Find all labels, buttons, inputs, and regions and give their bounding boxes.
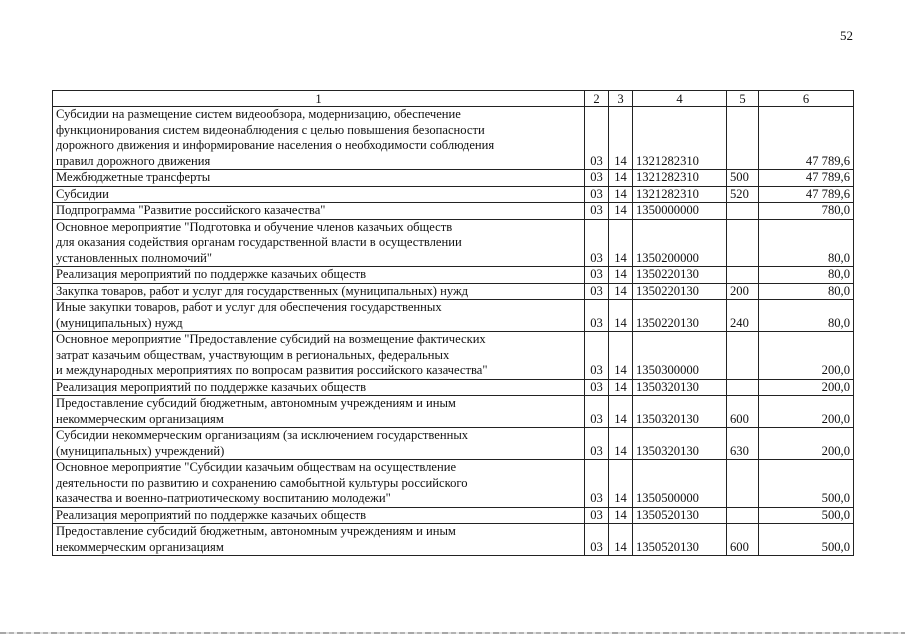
cell-section: 03 bbox=[585, 219, 609, 267]
header-col-2: 2 bbox=[585, 91, 609, 107]
cell-name: Закупка товаров, работ и услуг для государственных (муниципальных) нужд bbox=[53, 283, 585, 300]
cell-amount: 200,0 bbox=[759, 428, 854, 460]
table-row bbox=[53, 460, 854, 508]
cell-expense-type: 600 bbox=[727, 524, 759, 556]
cell-target-article: 1350220130 bbox=[633, 267, 727, 284]
header-row bbox=[53, 91, 854, 107]
cell-subsection: 14 bbox=[609, 379, 633, 396]
cell-amount: 500,0 bbox=[759, 507, 854, 524]
cell-section: 03 bbox=[585, 107, 609, 170]
cell-target-article: 1350200000 bbox=[633, 219, 727, 267]
cell-target-article: 1350320130 bbox=[633, 379, 727, 396]
cell-name: Подпрограмма "Развитие российского казачества" bbox=[53, 203, 585, 220]
cell-expense-type: 200 bbox=[727, 283, 759, 300]
cell-subsection: 14 bbox=[609, 170, 633, 187]
header-col-5: 5 bbox=[727, 91, 759, 107]
cell-name: Основное мероприятие "Подготовка и обучение членов казачьих обществ для оказания содействия органам государственной власти в осуществлении установленных полномочий" bbox=[53, 219, 585, 267]
cell-subsection: 14 bbox=[609, 267, 633, 284]
cell-name: Реализация мероприятий по поддержке казачьих обществ bbox=[53, 267, 585, 284]
table-row bbox=[53, 186, 854, 203]
cell-section: 03 bbox=[585, 186, 609, 203]
cell-subsection: 14 bbox=[609, 507, 633, 524]
cell-amount: 80,0 bbox=[759, 267, 854, 284]
cell-expense-type bbox=[727, 332, 759, 380]
cell-expense-type bbox=[727, 107, 759, 170]
header-col-6: 6 bbox=[759, 91, 854, 107]
header-col-3: 3 bbox=[609, 91, 633, 107]
cell-subsection: 14 bbox=[609, 219, 633, 267]
table-row bbox=[53, 203, 854, 220]
cell-amount: 200,0 bbox=[759, 332, 854, 380]
cell-amount: 80,0 bbox=[759, 219, 854, 267]
cell-amount: 80,0 bbox=[759, 300, 854, 332]
cell-section: 03 bbox=[585, 507, 609, 524]
cell-expense-type: 500 bbox=[727, 170, 759, 187]
cell-section: 03 bbox=[585, 396, 609, 428]
cell-target-article: 1350320130 bbox=[633, 428, 727, 460]
cell-subsection: 14 bbox=[609, 203, 633, 220]
table-row bbox=[53, 428, 854, 460]
cell-name: Межбюджетные трансферты bbox=[53, 170, 585, 187]
cell-section: 03 bbox=[585, 379, 609, 396]
cell-amount: 500,0 bbox=[759, 524, 854, 556]
cell-target-article: 1350000000 bbox=[633, 203, 727, 220]
table-row bbox=[53, 107, 854, 170]
cell-expense-type bbox=[727, 219, 759, 267]
cell-target-article: 1321282310 bbox=[633, 186, 727, 203]
cell-amount: 80,0 bbox=[759, 283, 854, 300]
cell-subsection: 14 bbox=[609, 396, 633, 428]
cell-amount: 500,0 bbox=[759, 460, 854, 508]
table-row bbox=[53, 219, 854, 267]
cell-subsection: 14 bbox=[609, 524, 633, 556]
cell-expense-type: 630 bbox=[727, 428, 759, 460]
cell-subsection: 14 bbox=[609, 107, 633, 170]
cell-name: Реализация мероприятий по поддержке казачьих обществ bbox=[53, 507, 585, 524]
header-col-4: 4 bbox=[633, 91, 727, 107]
cell-name: Предоставление субсидий бюджетным, автономным учреждениям и иным некоммерческим организациям bbox=[53, 396, 585, 428]
cell-section: 03 bbox=[585, 460, 609, 508]
cell-section: 03 bbox=[585, 170, 609, 187]
cell-section: 03 bbox=[585, 300, 609, 332]
cell-target-article: 1350520130 bbox=[633, 524, 727, 556]
cell-subsection: 14 bbox=[609, 186, 633, 203]
cell-amount: 47 789,6 bbox=[759, 186, 854, 203]
table-row bbox=[53, 379, 854, 396]
cell-section: 03 bbox=[585, 283, 609, 300]
cell-target-article: 1321282310 bbox=[633, 107, 727, 170]
cell-target-article: 1350220130 bbox=[633, 283, 727, 300]
cell-name: Основное мероприятие "Предоставление субсидий на возмещение фактических затрат казачьим обществам, участвующим в региональных, федеральных и международных мероприятиях по вопросам развития российского казачества" bbox=[53, 332, 585, 380]
cell-expense-type bbox=[727, 267, 759, 284]
cell-amount: 47 789,6 bbox=[759, 107, 854, 170]
cell-target-article: 1350520130 bbox=[633, 507, 727, 524]
cell-expense-type bbox=[727, 379, 759, 396]
cell-name: Субсидии на размещение систем видеообзора, модернизацию, обеспечение функционирования систем видеонаблюдения с целью повышения безопасности дорожного движения и информирование населения о необходимости соблюдения правил дорожного движения bbox=[53, 107, 585, 170]
cell-subsection: 14 bbox=[609, 428, 633, 460]
cell-section: 03 bbox=[585, 203, 609, 220]
cell-amount: 200,0 bbox=[759, 396, 854, 428]
cell-target-article: 1350220130 bbox=[633, 300, 727, 332]
cell-name: Основное мероприятие "Субсидии казачьим обществам на осуществление деятельности по развитию и сохранению самобытной культуры российского казачества и военно-патриотическому воспитанию молодежи" bbox=[53, 460, 585, 508]
cell-expense-type bbox=[727, 203, 759, 220]
scan-artifact-line bbox=[0, 632, 905, 634]
cell-target-article: 1321282310 bbox=[633, 170, 727, 187]
cell-expense-type: 600 bbox=[727, 396, 759, 428]
cell-amount: 200,0 bbox=[759, 379, 854, 396]
cell-section: 03 bbox=[585, 428, 609, 460]
cell-amount: 780,0 bbox=[759, 203, 854, 220]
cell-name: Иные закупки товаров, работ и услуг для обеспечения государственных (муниципальных) нужд bbox=[53, 300, 585, 332]
cell-subsection: 14 bbox=[609, 460, 633, 508]
cell-subsection: 14 bbox=[609, 300, 633, 332]
cell-subsection: 14 bbox=[609, 283, 633, 300]
cell-target-article: 1350500000 bbox=[633, 460, 727, 508]
cell-name: Субсидии bbox=[53, 186, 585, 203]
table-row bbox=[53, 267, 854, 284]
cell-expense-type bbox=[727, 460, 759, 508]
cell-expense-type bbox=[727, 507, 759, 524]
cell-target-article: 1350320130 bbox=[633, 396, 727, 428]
cell-name: Реализация мероприятий по поддержке казачьих обществ bbox=[53, 379, 585, 396]
header-col-1: 1 bbox=[53, 91, 585, 107]
table-header bbox=[53, 91, 854, 107]
cell-name: Субсидии некоммерческим организациям (за исключением государственных (муниципальных) учреждений) bbox=[53, 428, 585, 460]
table-row bbox=[53, 524, 854, 556]
table-row bbox=[53, 300, 854, 332]
table-body bbox=[53, 107, 854, 556]
table-row bbox=[53, 507, 854, 524]
cell-section: 03 bbox=[585, 524, 609, 556]
table-row bbox=[53, 396, 854, 428]
budget-table bbox=[52, 90, 854, 556]
table-row bbox=[53, 332, 854, 380]
cell-expense-type: 240 bbox=[727, 300, 759, 332]
cell-target-article: 1350300000 bbox=[633, 332, 727, 380]
cell-section: 03 bbox=[585, 332, 609, 380]
table-row bbox=[53, 170, 854, 187]
cell-amount: 47 789,6 bbox=[759, 170, 854, 187]
cell-section: 03 bbox=[585, 267, 609, 284]
cell-name: Предоставление субсидий бюджетным, автономным учреждениям и иным некоммерческим организациям bbox=[53, 524, 585, 556]
cell-expense-type: 520 bbox=[727, 186, 759, 203]
table-row bbox=[53, 283, 854, 300]
cell-subsection: 14 bbox=[609, 332, 633, 380]
page-number: 52 bbox=[840, 28, 853, 43]
